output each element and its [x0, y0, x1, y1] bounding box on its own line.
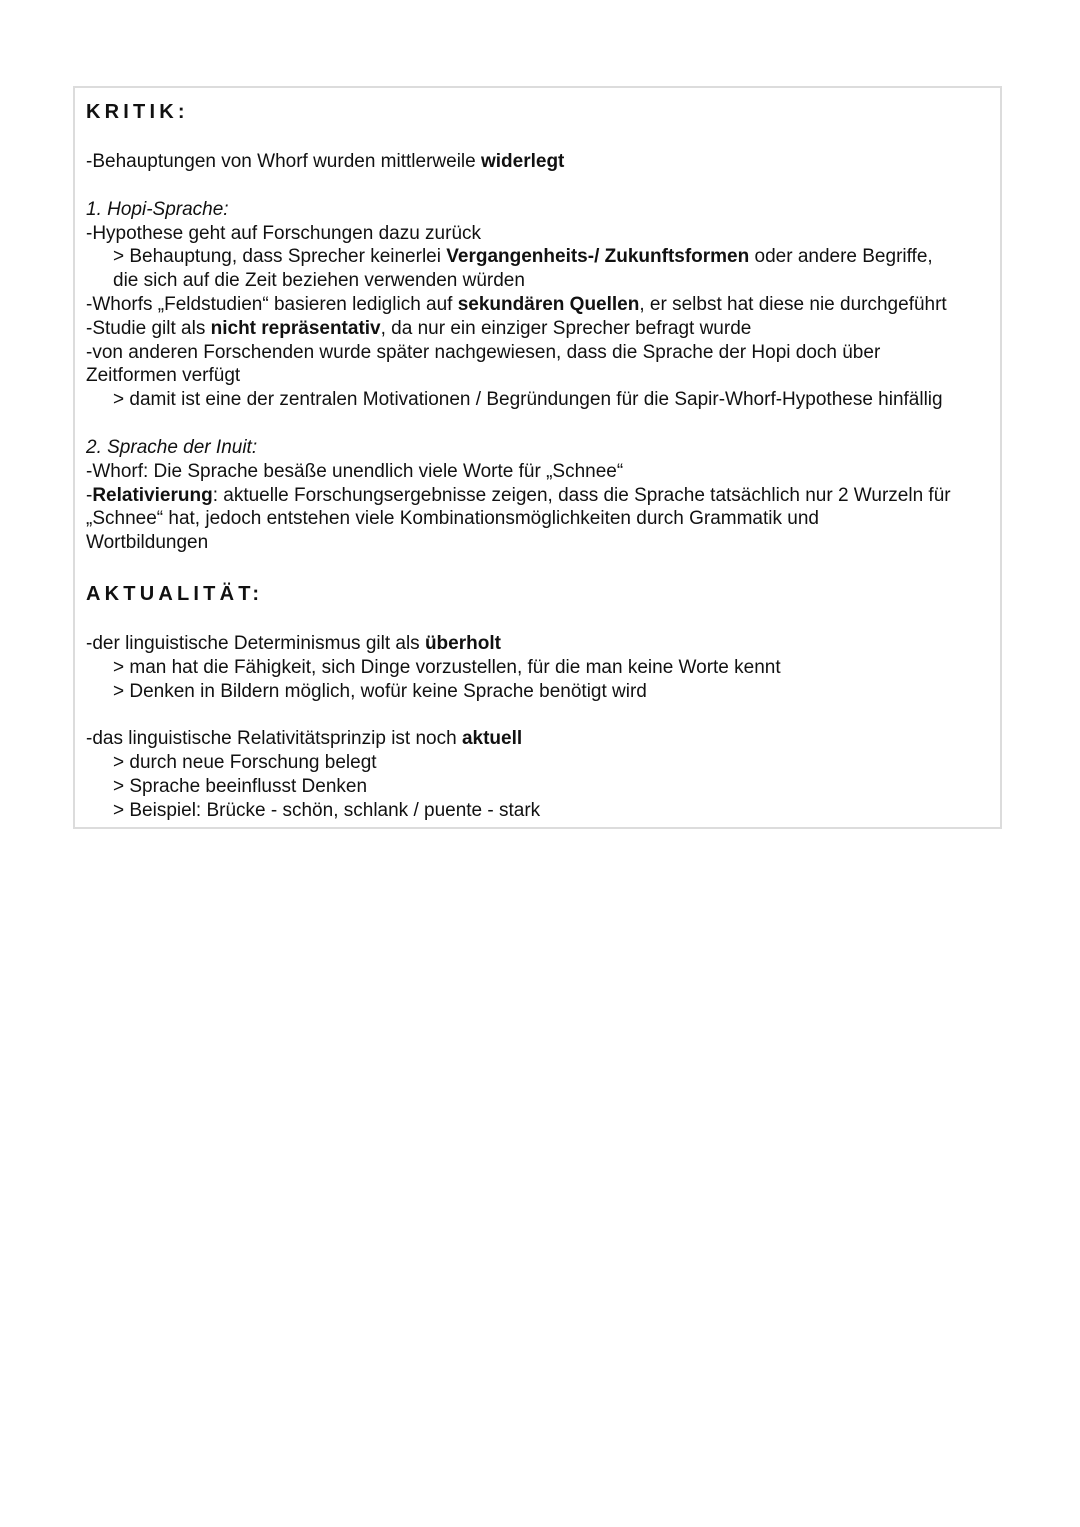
kritik-intro: -Behauptungen von Whorf wurden mittlerweile widerlegt	[86, 151, 565, 172]
hopi-line-6: -von anderen Forschenden wurde später nachgewiesen, dass die Sprache der Hopi doch über	[86, 341, 881, 363]
determinismus-line-1: -der linguistische Determinismus gilt als überholt	[86, 632, 501, 654]
inuit-line-4: Wortbildungen	[86, 532, 209, 554]
hopi-title: 1. Hopi-Sprache:	[86, 198, 229, 220]
inuit-title: 2. Sprache der Inuit:	[86, 436, 258, 458]
relativitaet-line-3: > Sprache beeinflusst Denken	[113, 775, 368, 797]
relativitaet-line-4: > Beispiel: Brücke - schön, schlank / puente - stark	[113, 799, 541, 821]
determinismus-line-3: > Denken in Bildern möglich, wofür keine Sprache benötigt wird	[113, 680, 647, 702]
inuit-line-2: -Relativierung: aktuelle Forschungsergebnisse zeigen, dass die Sprache tatsächlich nur 2 Wurzeln für	[86, 484, 951, 506]
heading-aktualitaet: AKTUALITÄT:	[86, 582, 264, 605]
hopi-line-7: Zeitformen verfügt	[86, 365, 241, 387]
relativitaet-line-1: -das linguistische Relativitätsprinzip ist noch aktuell	[86, 728, 523, 750]
inuit-line-3: „Schnee“ hat, jedoch entstehen viele Kombinationsmöglichkeiten durch Grammatik und	[86, 508, 819, 530]
hopi-line-2: > Behauptung, dass Sprecher keinerlei Vergangenheits-/ Zukunftsformen oder andere Begriffe,	[113, 246, 933, 268]
inuit-line-1: -Whorf: Die Sprache besäße unendlich viele Worte für „Schnee“	[86, 460, 624, 482]
relativitaet-line-2: > durch neue Forschung belegt	[113, 752, 377, 774]
heading-kritik: KRITIK:	[86, 101, 189, 123]
hopi-line-3: die sich auf die Zeit beziehen verwenden würden	[113, 270, 525, 292]
hopi-line-1: -Hypothese geht auf Forschungen dazu zurück	[86, 222, 482, 244]
hopi-line-4: -Whorfs „Feldstudien“ basieren lediglich auf sekundären Quellen, er selbst hat diese nie durchgeführt	[86, 293, 947, 315]
hopi-line-8: > damit ist eine der zentralen Motivationen / Begründungen für die Sapir-Whorf-Hypothese hinfällig	[113, 389, 943, 411]
notes-box	[73, 86, 1002, 829]
determinismus-line-2: > man hat die Fähigkeit, sich Dinge vorzustellen, für die man keine Worte kennt	[113, 656, 781, 678]
hopi-line-5: -Studie gilt als nicht repräsentativ, da nur ein einziger Sprecher befragt wurde	[86, 317, 752, 339]
